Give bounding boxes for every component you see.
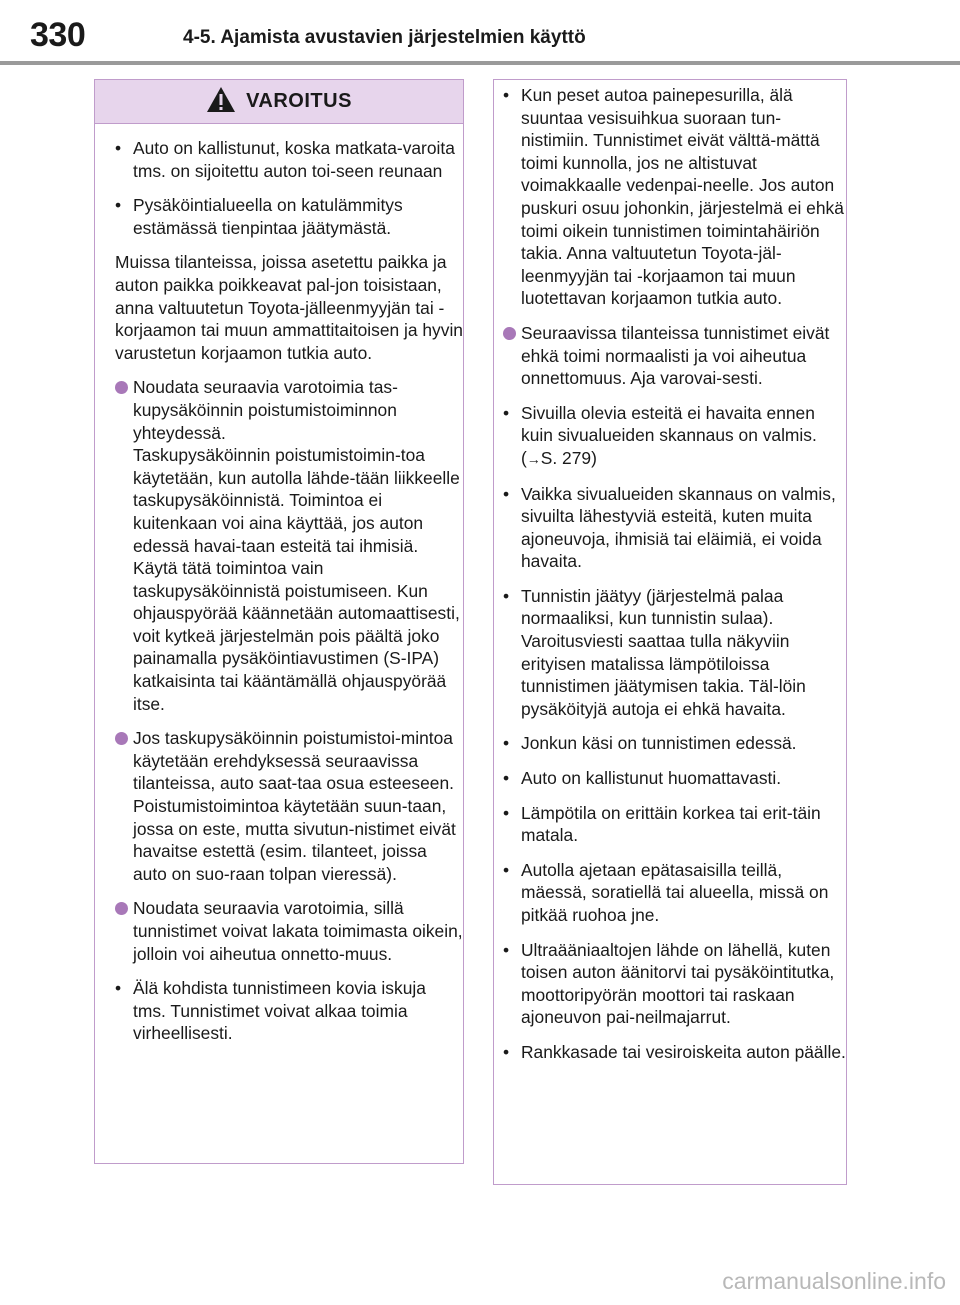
list-item: • Autolla ajetaan epätasaisilla teillä, mäessä, soratiellä tai alueella, missä on pitkää ruohoa jne.: [503, 859, 829, 925]
warning-content: [95, 124, 463, 1045]
watermark: carmanualsonline.info: [722, 1268, 946, 1294]
circle-list-item: Noudata seuraavia varotoimia tas-kupysäköinnin poistumistoiminnon yhteydessä. Taskupysäköinnin poistumistoimin-toa käytetään, kun autolla lähde-tään liikkeelle taskupysäköinnistä. Toimintoa ei kuitenkaan voi aina käyttää, jos auton edessä havai-taan esteitä tai ihmisiä. Käytä tätä toimintoa vain taskupysäköinnistä poistumiseen. Kun ohjauspyörää käännetään automaattisesti, voit kytkeä järjestelmän pois päältä joko painamalla pysäköintiavustimen (S-IPA) katkaisinta tai kääntämällä ohjauspyörää itse.: [115, 376, 463, 715]
warning-content: [494, 80, 846, 1064]
bullet-icon: •: [115, 195, 122, 216]
bullet-icon: •: [503, 733, 510, 754]
list-item: • Auto on kallistunut, koska matkata-varoita tms. on sijoitettu auton toi-seen reunaan: [115, 138, 455, 181]
list-item: • Auto on kallistunut huomattavasti.: [503, 768, 782, 789]
list-item: • Pysäköintialueella on katulämmitys estämässä tienpintaa jäätymästä.: [115, 195, 403, 238]
section-title: 4-5. Ajamista avustavien järjestelmien käyttö: [183, 27, 586, 48]
bullet-icon: •: [503, 483, 510, 504]
warning-box-continued: [493, 79, 847, 1185]
arrow-right-icon: →: [526, 450, 541, 467]
list-item: • Jonkun käsi on tunnistimen edessä.: [503, 733, 797, 754]
warning-header: [95, 80, 463, 124]
list-item: • Kun peset autoa painepesurilla, älä suuntaa vesisuihkua suoraan tun-nistimiin. Tunnistimet eivät välttä-mättä toimi kunnolla, jos ne altistuvat voimakkaalle vedenpai-neelle. Jos auton puskuri osuu johonkin, järjestelmä ei ehkä toimi oikein tunnistimen toimintahäiriön takia. Anna valtuutetun Toyota-jäl-leenmyyjän tai -korjaamon tai muun luotettavan korjaamon tutkia auto.: [503, 85, 844, 309]
circle-bullet-icon: [115, 732, 128, 745]
page-reference-link[interactable]: S. 279): [540, 447, 597, 468]
bullet-icon: •: [115, 138, 122, 158]
bullet-icon: •: [503, 939, 510, 960]
circle-list-item: Jos taskupysäköinnin poistumistoi-mintoa käytetään erehdyksessä seuraavissa tilanteissa, auto saat-taa osua esteeseen. Poistumistoimintoa käytetään suun-taan, jossa on este, mutta sivutun-nistimet eivät havaitse estettä (esim. tilanteet, joissa auto on suo-raan tolpan vieressä).: [115, 727, 463, 885]
page-number: 330: [30, 16, 86, 54]
list-item: • Vaikka sivualueiden skannaus on valmis, sivuilta lähestyviä esteitä, kuten muita ajoneuvoja, ihmisiä tai eläimiä, ei voida havaita.: [503, 483, 836, 572]
bullet-icon: •: [115, 978, 122, 999]
bullet-icon: •: [503, 585, 510, 606]
warning-box: [94, 79, 464, 1164]
bullet-icon: •: [503, 402, 510, 423]
header-rule: [0, 61, 960, 65]
bullet-icon: •: [503, 802, 510, 823]
circle-list-item: Seuraavissa tilanteissa tunnistimet eivät ehkä toimi normaalisti ja voi aiheutua onnettomuus. Aja varovai-sesti.: [503, 322, 846, 390]
list-item: • Lämpötila on erittäin korkea tai erit-täin matala.: [503, 802, 821, 846]
bullet-icon: •: [503, 1041, 510, 1062]
warning-label: VAROITUS: [246, 90, 352, 112]
paragraph: Muissa tilanteissa, joissa asetettu paikka ja auton paikka poikkeavat pal-jon toisistaan, anna valtuutetun Toyota-jälleenmyyjän tai -korjaamon tai muun ammattitaitoisen ja hyvin varustetun korjaamon tutkia auto.: [115, 252, 463, 363]
list-item: • Sivuilla olevia esteitä ei havaita ennen kuin sivualueiden skannaus on valmis. (→S. 279): [503, 402, 817, 468]
circle-bullet-icon: [115, 381, 128, 394]
bullet-icon: •: [503, 768, 510, 789]
bullet-icon: •: [503, 85, 510, 105]
circle-list-item: Noudata seuraavia varotoimia, sillä tunnistimet voivat lakata toimimasta oikein, jolloin voi aiheutua onnetto-muus.: [115, 897, 463, 965]
list-item: • Tunnistin jäätyy (järjestelmä palaa normaaliksi, kun tunnistin sulaa). Varoitusviesti saattaa tulla näkyviin erityisen matalissa lämpötiloissa tunnistimen jäätymisen takia. Täl-löin pysäköityjä autoja ei ehkä havaita.: [503, 585, 806, 719]
circle-bullet-icon: [503, 327, 516, 340]
list-item: • Rankkasade tai vesiroiskeita auton päälle.: [503, 1041, 846, 1062]
list-item: • Ultraääniaaltojen lähde on lähellä, kuten toisen auton äänitorvi tai pysäköintitutka, moottoripyörän moottori tai raskaan ajoneuvon pai-neilmajarrut.: [503, 939, 835, 1028]
list-item: • Älä kohdista tunnistimeen kovia iskuja tms. Tunnistimet voivat alkaa toimia virheellisesti.: [115, 978, 426, 1044]
warning-triangle-icon: [206, 86, 236, 118]
bullet-icon: •: [503, 859, 510, 880]
circle-bullet-icon: [115, 902, 128, 915]
